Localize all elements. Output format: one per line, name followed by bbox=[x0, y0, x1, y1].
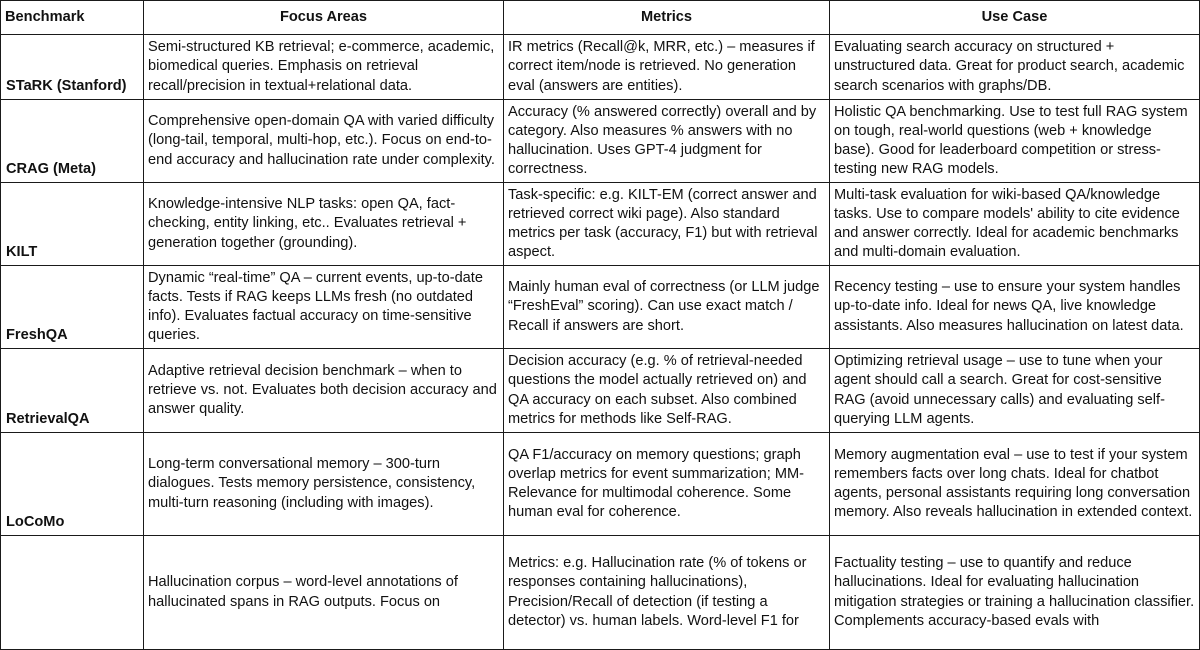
focus-cell: Semi-structured KB retrieval; e-commerce, academic, biomedical queries. Emphasis on retrieval recall/precision in textual+relational data. bbox=[144, 35, 504, 100]
use-case-cell: Factuality testing – use to quantify and reduce hallucinations. Ideal for evaluating hallucination mitigation strategies or training a hallucination classifier. Complements accuracy-based evals with bbox=[830, 536, 1200, 650]
table-body bbox=[1, 35, 1200, 650]
metrics-cell: Metrics: e.g. Hallucination rate (% of tokens or responses containing hallucinations), Precision/Recall of detection (if testing a detector) vs. human labels. Word-level F1 for bbox=[504, 536, 830, 650]
benchmark-cell: KILT bbox=[1, 183, 144, 266]
table-row bbox=[1, 536, 1200, 650]
header-benchmark: Benchmark bbox=[1, 1, 144, 35]
use-case-cell: Holistic QA benchmarking. Use to test full RAG system on tough, real-world questions (web + knowledge base). Good for leaderboard competition or stress-testing new RAG models. bbox=[830, 100, 1200, 183]
header-focus-areas: Focus Areas bbox=[144, 1, 504, 35]
metrics-cell: QA F1/accuracy on memory questions; graph overlap metrics for event summarization; MM-Relevance for multimodal coherence. Some human eval for coherence. bbox=[504, 433, 830, 536]
header-row bbox=[1, 1, 1200, 35]
table-header bbox=[1, 1, 1200, 35]
focus-cell: Long-term conversational memory – 300-turn dialogues. Tests memory persistence, consistency, multi-turn reasoning (including with images). bbox=[144, 433, 504, 536]
use-case-cell: Multi-task evaluation for wiki-based QA/knowledge tasks. Use to compare models' ability to cite evidence and answer correctly. Ideal for academic benchmarks and multi-domain evaluation. bbox=[830, 183, 1200, 266]
use-case-cell: Optimizing retrieval usage – use to tune when your agent should call a search. Great for cost-sensitive RAG (avoid unnecessary calls) and evaluating self-querying LLM agents. bbox=[830, 349, 1200, 433]
benchmark-cell: FreshQA bbox=[1, 266, 144, 349]
header-metrics: Metrics bbox=[504, 1, 830, 35]
metrics-cell: Accuracy (% answered correctly) overall and by category. Also measures % answers with no hallucination. Uses GPT-4 judgment for correctness. bbox=[504, 100, 830, 183]
table-row bbox=[1, 349, 1200, 433]
header-use-case: Use Case bbox=[830, 1, 1200, 35]
benchmark-cell: LoCoMo bbox=[1, 433, 144, 536]
benchmark-cell: RetrievalQA bbox=[1, 349, 144, 433]
focus-cell: Adaptive retrieval decision benchmark – when to retrieve vs. not. Evaluates both decision accuracy and answer quality. bbox=[144, 349, 504, 433]
focus-cell: Comprehensive open-domain QA with varied difficulty (long-tail, temporal, multi-hop, etc.). Focus on end-to-end accuracy and hallucination rate under complexity. bbox=[144, 100, 504, 183]
table-row bbox=[1, 433, 1200, 536]
table-row bbox=[1, 35, 1200, 100]
benchmark-cell: CRAG (Meta) bbox=[1, 100, 144, 183]
metrics-cell: Task-specific: e.g. KILT-EM (correct answer and retrieved correct wiki page). Also standard metrics per task (accuracy, F1) but with retrieval aspect. bbox=[504, 183, 830, 266]
metrics-cell: Mainly human eval of correctness (or LLM judge “FreshEval” scoring). Can use exact match / Recall if answers are short. bbox=[504, 266, 830, 349]
focus-cell: Knowledge-intensive NLP tasks: open QA, fact-checking, entity linking, etc.. Evaluates retrieval + generation together (grounding). bbox=[144, 183, 504, 266]
table-row bbox=[1, 266, 1200, 349]
focus-cell: Dynamic “real-time” QA – current events, up-to-date facts. Tests if RAG keeps LLMs fresh (no outdated info). Evaluates factual accuracy on time-sensitive queries. bbox=[144, 266, 504, 349]
table-row bbox=[1, 183, 1200, 266]
benchmark-cell bbox=[1, 536, 144, 650]
benchmark-cell: STaRK (Stanford) bbox=[1, 35, 144, 100]
metrics-cell: IR metrics (Recall@k, MRR, etc.) – measures if correct item/node is retrieved. No generation eval (answers are entities). bbox=[504, 35, 830, 100]
use-case-cell: Memory augmentation eval – use to test if your system remembers facts over long chats. Ideal for chatbot agents, personal assistants requiring long conversation memory. Also reveals hallucination in extended context. bbox=[830, 433, 1200, 536]
use-case-cell: Evaluating search accuracy on structured + unstructured data. Great for product search, academic search scenarios with graphs/DB. bbox=[830, 35, 1200, 100]
use-case-cell: Recency testing – use to ensure your system handles up-to-date info. Ideal for news QA, live knowledge assistants. Also measures hallucination on latest data. bbox=[830, 266, 1200, 349]
table-row bbox=[1, 100, 1200, 183]
metrics-cell: Decision accuracy (e.g. % of retrieval-needed questions the model actually retrieved on) and QA accuracy on each subset. Also combined metrics for methods like Self-RAG. bbox=[504, 349, 830, 433]
focus-cell: Hallucination corpus – word-level annotations of hallucinated spans in RAG outputs. Focus on bbox=[144, 536, 504, 650]
